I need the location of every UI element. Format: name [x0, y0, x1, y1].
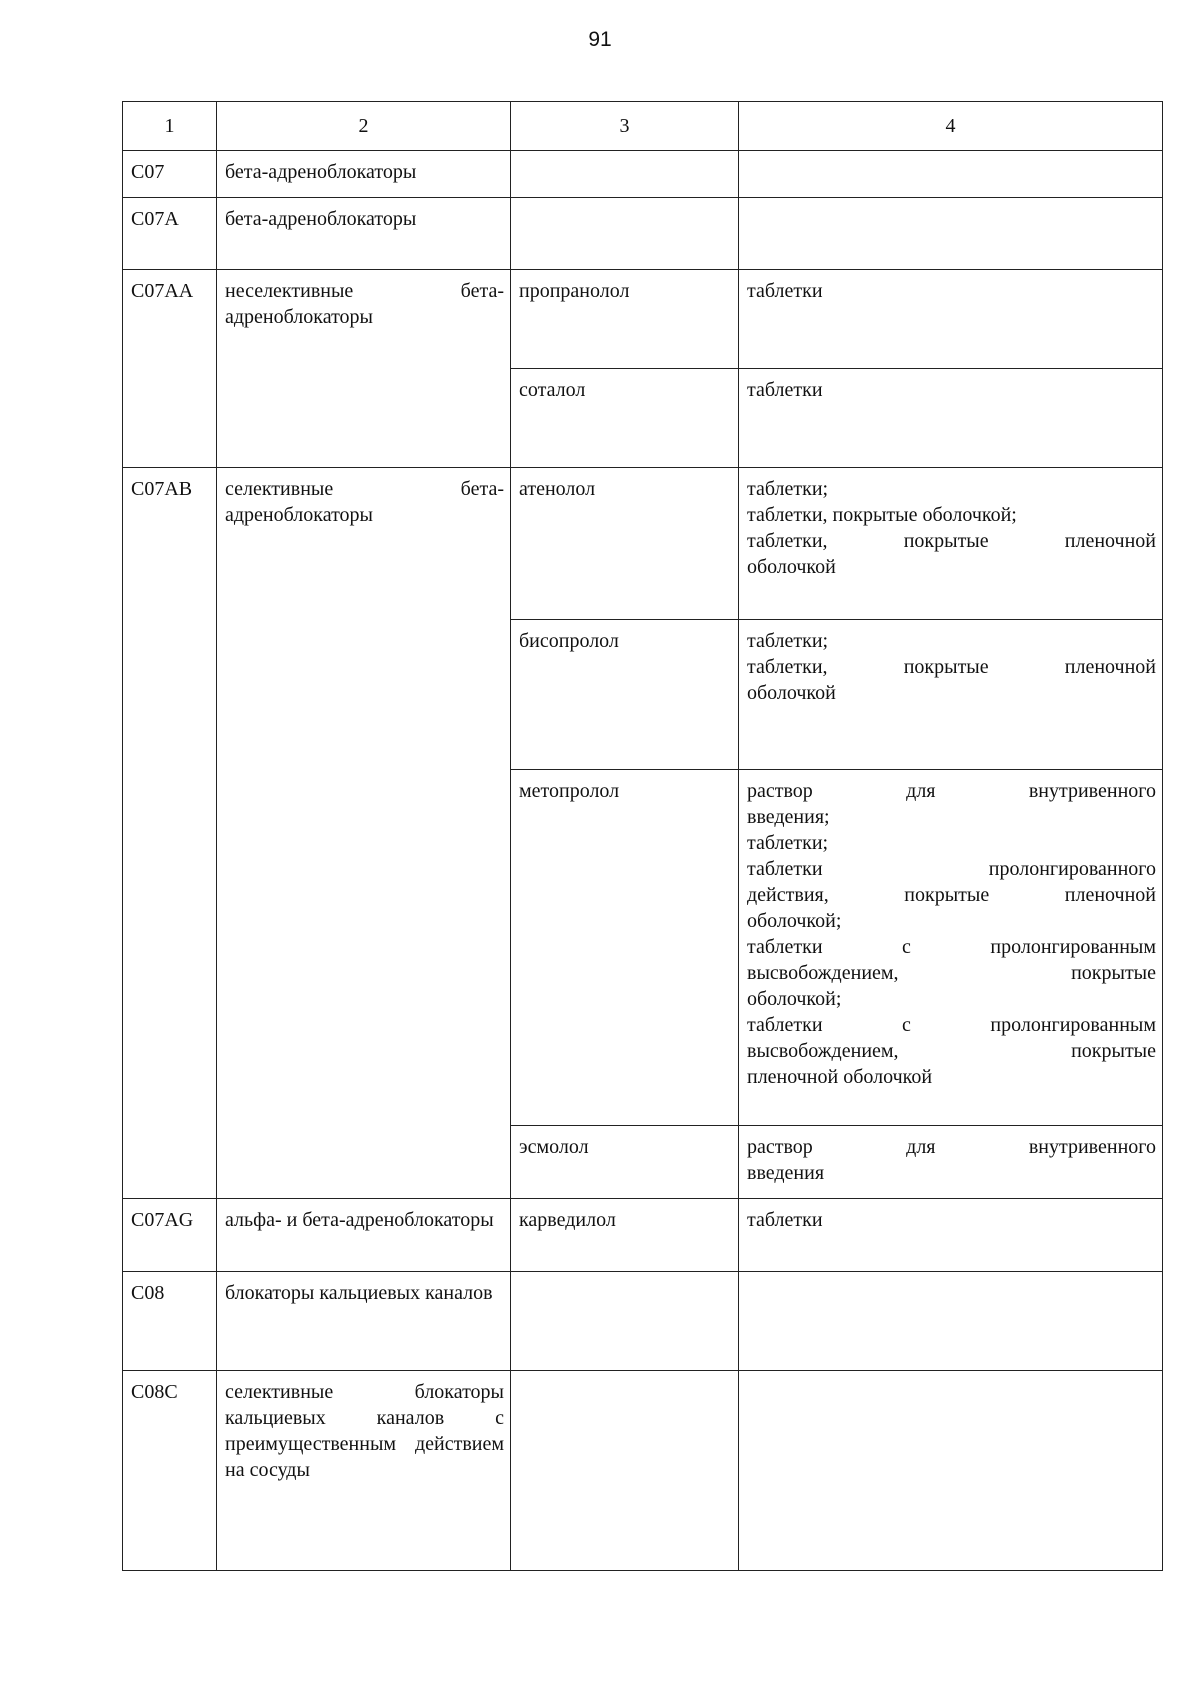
drug-name: соталол	[511, 369, 739, 468]
column-header: 4	[739, 102, 1163, 151]
dosage-form-empty	[739, 198, 1163, 270]
dosage-form-line: таблетки пролонгированного	[747, 858, 1156, 880]
dosage-form: таблетки	[739, 270, 1163, 369]
group-name-line: кальциевых каналов с	[225, 1407, 504, 1429]
group-name-line: селективные блокаторы	[225, 1381, 504, 1403]
atc-code: C08C	[123, 1371, 217, 1571]
table-row	[123, 151, 1163, 198]
dosage-form-line: таблетки;	[747, 630, 829, 652]
dosage-form-line: оболочкой	[747, 682, 836, 704]
dosage-form-line: пленочной оболочкой	[747, 1066, 933, 1088]
group-name-line: адреноблокаторы	[225, 306, 373, 328]
dosage-form-line: раствор для внутривенного	[747, 1136, 1156, 1158]
group-name	[217, 270, 511, 468]
dosage-form-line: оболочкой;	[747, 910, 842, 932]
dosage-form	[739, 620, 1163, 770]
dosage-form-line: таблетки, покрытые пленочной	[747, 656, 1156, 678]
dosage-form-line: высвобождением, покрытые	[747, 1040, 1156, 1062]
dosage-form-line: таблетки, покрытые пленочной	[747, 530, 1156, 552]
group-name-line: адреноблокаторы	[225, 504, 373, 526]
dosage-form-line: таблетки, покрытые оболочкой;	[747, 504, 1017, 526]
drug-name: пропранолол	[511, 270, 739, 369]
dosage-form-line: таблетки;	[747, 832, 829, 854]
dosage-form	[739, 770, 1163, 1126]
group-name: бета-адреноблокаторы	[217, 151, 511, 198]
dosage-form	[739, 468, 1163, 620]
drug-name-empty	[511, 1272, 739, 1371]
dosage-form-line: введения	[747, 1162, 825, 1184]
header-row	[123, 102, 1163, 151]
dosage-form-line: оболочкой;	[747, 988, 842, 1010]
drug-name-empty	[511, 151, 739, 198]
drug-name-empty	[511, 1371, 739, 1571]
drug-table	[122, 101, 1163, 1571]
atc-code: C07A	[123, 198, 217, 270]
group-name-line: неселективные бета-	[225, 280, 504, 302]
dosage-form-line: таблетки с пролонгированным	[747, 1014, 1156, 1036]
atc-code: C07AG	[123, 1199, 217, 1272]
atc-code: C07	[123, 151, 217, 198]
dosage-form-empty	[739, 1272, 1163, 1371]
dosage-form-line: оболочкой	[747, 556, 836, 578]
table-row	[123, 1272, 1163, 1371]
group-name	[217, 468, 511, 1199]
column-header: 1	[123, 102, 217, 151]
dosage-form-empty	[739, 151, 1163, 198]
group-name: блокаторы кальциевых каналов	[217, 1272, 511, 1371]
group-name-line: селективные бета-	[225, 478, 504, 500]
group-name: бета-адреноблокаторы	[217, 198, 511, 270]
dosage-form-line: введения;	[747, 806, 830, 828]
column-header: 2	[217, 102, 511, 151]
dosage-form	[739, 1126, 1163, 1199]
atc-code: C07AA	[123, 270, 217, 468]
table-row	[123, 468, 1163, 620]
atc-code: C08	[123, 1272, 217, 1371]
dosage-form-empty	[739, 1371, 1163, 1571]
group-name-line: преимущественным действием	[225, 1433, 504, 1455]
dosage-form: таблетки	[739, 1199, 1163, 1272]
drug-name: эсмолол	[511, 1126, 739, 1199]
drug-name: карведилол	[511, 1199, 739, 1272]
group-name	[217, 1371, 511, 1571]
table-row	[123, 1199, 1163, 1272]
drug-name: метопролол	[511, 770, 739, 1126]
table-row	[123, 270, 1163, 369]
dosage-form: таблетки	[739, 369, 1163, 468]
group-name-line: на сосуды	[225, 1459, 310, 1481]
group-name: альфа- и бета-адреноблокаторы	[217, 1199, 511, 1272]
dosage-form-line: высвобождением, покрытые	[747, 962, 1156, 984]
dosage-form-line: таблетки с пролонгированным	[747, 936, 1156, 958]
drug-name: атенолол	[511, 468, 739, 620]
drug-name: бисопролол	[511, 620, 739, 770]
dosage-form-line: действия, покрытые пленочной	[747, 884, 1156, 906]
table-row	[123, 198, 1163, 270]
table-row	[123, 1371, 1163, 1571]
drug-name-empty	[511, 198, 739, 270]
dosage-form-line: таблетки;	[747, 478, 829, 500]
page-number: 91	[588, 28, 612, 51]
dosage-form-line: раствор для внутривенного	[747, 780, 1156, 802]
atc-code: C07AB	[123, 468, 217, 1199]
column-header: 3	[511, 102, 739, 151]
